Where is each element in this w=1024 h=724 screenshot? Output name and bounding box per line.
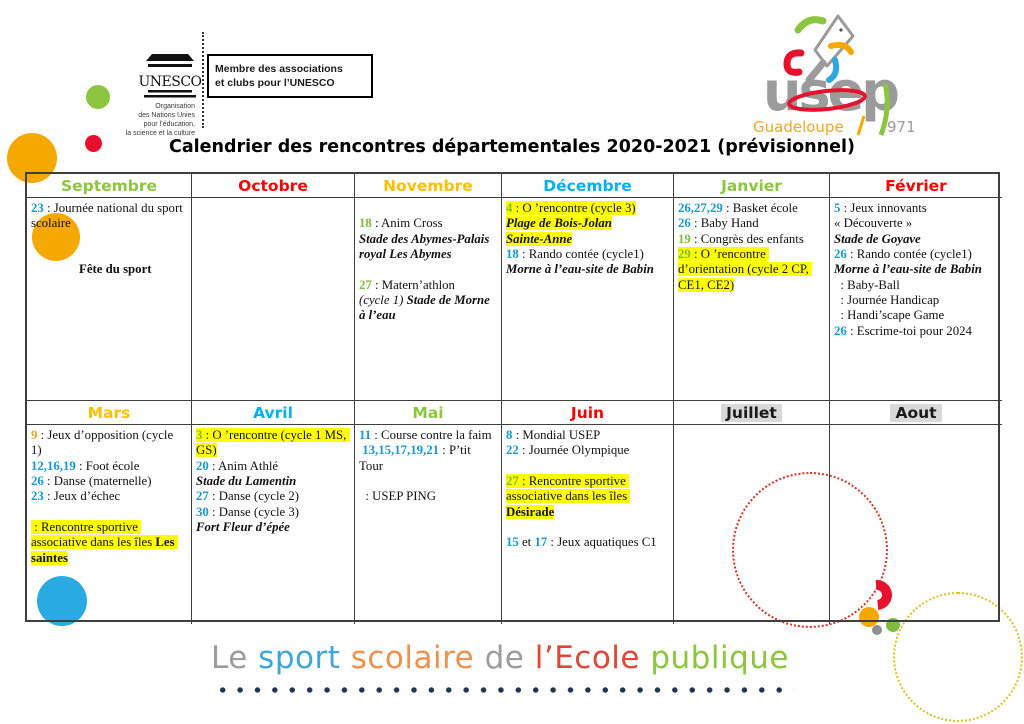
- month-cell-aout: [830, 425, 1002, 624]
- month-header-aout: [830, 401, 1002, 425]
- event-line: [196, 459, 350, 474]
- member-box-line: et clubs pour l’UNESCO: [215, 77, 335, 90]
- event-date: 29: [678, 247, 691, 262]
- event-date: 26: [834, 323, 847, 338]
- month-label: Février: [885, 176, 947, 195]
- month-label: Mai: [412, 403, 444, 422]
- month-cell-juillet: [674, 425, 830, 624]
- month-header-janvier: [674, 174, 830, 198]
- grey-circle-small: [872, 625, 882, 635]
- event-line: [196, 428, 350, 459]
- month-cell-octobre: [192, 198, 355, 401]
- event-text: : Matern’athlon: [371, 277, 455, 292]
- month-label: Aout: [890, 404, 941, 422]
- event-text: : Jeux d’opposition (cycle 1): [31, 428, 177, 458]
- calendar-table: [25, 172, 1000, 622]
- event-line: [359, 474, 497, 489]
- event-line: [196, 520, 350, 535]
- unesco-caption-line: des Nations Unies: [138, 112, 195, 120]
- event-text: : Jeux innovants: [840, 201, 927, 215]
- event-date: 20: [196, 458, 209, 473]
- event-text: et: [518, 535, 535, 550]
- event-date: 17: [534, 535, 548, 550]
- event-text: Stade des Abymes-Palais royal Les Abymes: [359, 231, 493, 262]
- month-label: Juillet: [721, 404, 782, 422]
- event-date: 3: [196, 428, 203, 442]
- event-text: Sainte-Anne: [506, 231, 573, 246]
- event-line: [678, 232, 825, 247]
- month-label: Avril: [253, 403, 293, 422]
- event-text: : O ’rencontre (cycle 1 MS, GS): [196, 428, 350, 458]
- month-header-juillet: [674, 401, 830, 425]
- usep-wordmark: usep: [763, 60, 897, 123]
- month-header-octobre: [192, 174, 355, 198]
- usep-logo: [735, 8, 935, 138]
- month-label: Janvier: [721, 176, 782, 195]
- month-label: Novembre: [383, 176, 473, 195]
- event-date: 26,27,29: [678, 201, 723, 215]
- event-date: 27: [359, 277, 372, 292]
- page-title: Calendrier des rencontres départementales 2020-2021 (prévisionnel): [169, 137, 855, 157]
- event-text: : Anim Cross: [371, 216, 443, 231]
- event-line: [506, 535, 669, 550]
- event-date: 19: [678, 231, 691, 246]
- event-line: [506, 428, 669, 443]
- event-line: [31, 428, 187, 459]
- event-text: : O ’rencontre (cycle 3): [512, 201, 636, 215]
- tagline-word: Le: [211, 640, 248, 676]
- tagline-word: scolaire: [350, 640, 475, 676]
- event-date: 15: [506, 535, 519, 550]
- event-text: : Journée national du sport scolaire: [31, 201, 186, 231]
- month-label: Mars: [87, 403, 131, 422]
- event-text: : Baby Hand: [690, 216, 759, 231]
- event-line: [506, 262, 669, 277]
- event-text: : Basket école: [722, 201, 798, 215]
- event-text: Stade de Morne à l’eau: [359, 293, 493, 323]
- event-text: : USEP PING: [359, 489, 437, 504]
- event-line: [31, 262, 187, 277]
- event-text: : Handi’scape Game: [834, 308, 945, 323]
- event-line: [834, 201, 998, 216]
- member-box-line: Membre des associations: [215, 63, 343, 75]
- event-line: [359, 262, 497, 277]
- event-line: [196, 505, 350, 520]
- month-cell-septembre: [27, 198, 192, 401]
- event-text: (cycle 1): [359, 293, 407, 308]
- event-line: [506, 459, 669, 474]
- event-text: : Journée Handicap: [834, 293, 940, 308]
- month-label: Septembre: [60, 176, 158, 195]
- event-line: [678, 201, 825, 216]
- event-line: [834, 232, 998, 247]
- event-line: [359, 443, 497, 474]
- month-cell-mai: [355, 425, 502, 624]
- month-header-novembre: [355, 174, 502, 198]
- event-line: [196, 489, 350, 504]
- event-line: [31, 505, 187, 520]
- tagline-word: de: [484, 640, 525, 676]
- month-cell-juin: [502, 425, 674, 624]
- event-line: [506, 443, 669, 458]
- event-text: : Rencontre sportive associative dans les îles: [506, 474, 631, 504]
- event-line: [359, 293, 497, 324]
- event-date: 26: [31, 474, 44, 489]
- event-line: [31, 459, 187, 474]
- unesco-caption-line: Organisation: [155, 103, 195, 110]
- event-line: [31, 489, 187, 504]
- month-header-fevrier: [830, 174, 1002, 198]
- month-cell-decembre: [502, 198, 674, 401]
- event-text: : Rencontre sportive associative dans les îles: [31, 520, 156, 550]
- event-line: [678, 247, 825, 293]
- event-line: [834, 308, 998, 323]
- event-text: Fort Fleur d’épée: [196, 520, 290, 535]
- event-line: [359, 201, 497, 216]
- event-date: 11: [359, 428, 372, 442]
- event-date: 26: [834, 247, 847, 262]
- event-line: [359, 489, 497, 504]
- event-line: [359, 232, 497, 263]
- event-line: [31, 201, 187, 232]
- month-cell-novembre: [355, 198, 502, 401]
- month-cell-avril: [192, 425, 355, 624]
- event-date: 22: [506, 443, 519, 458]
- event-line: [506, 216, 669, 231]
- event-text: Les saintes: [31, 535, 178, 565]
- event-date: 18: [506, 247, 519, 262]
- event-date: 8: [506, 428, 513, 442]
- event-date: 30: [196, 504, 209, 519]
- event-line: [506, 520, 669, 535]
- event-line: [834, 293, 998, 308]
- event-text: « Découverte »: [834, 216, 913, 231]
- event-line: [834, 262, 998, 277]
- event-date: 9: [31, 428, 38, 442]
- month-label: Juin: [570, 403, 605, 422]
- event-text: Fête du sport: [79, 262, 152, 277]
- unesco-logo-icon: [138, 52, 202, 102]
- runner-eye: [839, 28, 842, 31]
- event-line: [678, 216, 825, 231]
- event-line: [359, 428, 497, 443]
- tagline: [0, 640, 1000, 676]
- event-line: [506, 474, 669, 520]
- event-text: : O ’rencontre d’orientation (cycle 2 CP, CE1, CE2): [678, 247, 812, 292]
- event-text: Désirade: [506, 504, 555, 519]
- event-line: [834, 216, 998, 231]
- event-text: : Danse (cycle 2): [208, 489, 300, 504]
- event-date: 4: [506, 201, 513, 215]
- month-header-juin: [502, 401, 674, 425]
- dotted-divider: [202, 32, 204, 128]
- month-header-avril: [192, 401, 355, 425]
- event-text: : Rando contée (cycle1): [846, 247, 972, 262]
- event-line: [196, 474, 350, 489]
- event-line: [834, 324, 998, 339]
- event-line: [506, 201, 669, 216]
- tagline-word: publique: [650, 640, 789, 676]
- event-date: 26: [678, 216, 691, 231]
- month-cell-janvier: [674, 198, 830, 401]
- event-line: [31, 247, 187, 262]
- event-text: Stade du Lamentin: [196, 474, 297, 489]
- event-text: : P’tit Tour: [359, 443, 474, 473]
- month-label: Octobre: [238, 176, 308, 195]
- event-text: : Anim Athlé: [208, 458, 279, 473]
- month-header-mai: [355, 401, 502, 425]
- event-text: Stade de Goyave: [834, 231, 921, 246]
- event-line: [31, 520, 187, 566]
- event-line: [506, 247, 669, 262]
- usep-department: 971: [887, 118, 916, 136]
- event-line: [31, 232, 187, 247]
- month-label: Décembre: [543, 176, 632, 195]
- event-text: Plage de Bois-Jolan: [506, 216, 612, 231]
- event-text: : Mondial USEP: [512, 428, 601, 442]
- event-text: Morne à l’eau-site de Babin: [506, 262, 654, 277]
- unesco-logo-text: UNESCO: [138, 74, 202, 90]
- event-text: : Jeux aquatiques C1: [547, 535, 657, 550]
- month-header-mars: [27, 401, 192, 425]
- event-text: : Escrime-toi pour 2024: [846, 323, 972, 338]
- event-date: 27: [506, 474, 519, 489]
- event-text: : Danse (cycle 3): [208, 504, 300, 519]
- unesco-caption-line: la science et la culture: [125, 130, 195, 138]
- event-date: 12,16,19: [31, 458, 76, 473]
- event-date: 18: [359, 216, 372, 231]
- event-text: : Journée Olympique: [518, 443, 630, 458]
- event-date: 27: [196, 489, 209, 504]
- unesco-caption: [95, 102, 195, 138]
- event-line: [834, 247, 998, 262]
- event-text: : Course contre la faim: [371, 428, 492, 442]
- event-text: : Rando contée (cycle1): [518, 247, 644, 262]
- event-date: 5: [834, 201, 841, 215]
- event-line: [506, 232, 669, 247]
- unesco-member-box: [207, 54, 373, 98]
- unesco-caption-line: pour l’éducation,: [143, 121, 195, 129]
- tagline-word: sport: [258, 640, 341, 676]
- event-text: : Foot école: [75, 458, 140, 473]
- event-line: [359, 216, 497, 231]
- event-line: [834, 278, 998, 293]
- event-date: 23: [31, 201, 44, 215]
- event-line: [31, 474, 187, 489]
- tagline-dots: [210, 684, 794, 696]
- event-text: : Baby-Ball: [834, 277, 900, 292]
- event-text: : Congrès des enfants: [690, 231, 804, 246]
- month-cell-fevrier: [830, 198, 1002, 401]
- event-line: [359, 278, 497, 293]
- event-date: 13,15,17,19,21: [362, 443, 439, 458]
- month-cell-mars: [27, 425, 192, 624]
- month-header-decembre: [502, 174, 674, 198]
- event-text: : Danse (maternelle): [43, 474, 152, 489]
- month-header-septembre: [27, 174, 192, 198]
- event-text: : Jeux d’échec: [43, 489, 121, 504]
- usep-region: Guadeloupe: [753, 118, 844, 136]
- event-text: Morne à l’eau-site de Babin: [834, 262, 982, 277]
- tagline-word: l’Ecole: [534, 640, 640, 676]
- runner-arm-green: [798, 20, 823, 30]
- event-date: 23: [31, 489, 44, 504]
